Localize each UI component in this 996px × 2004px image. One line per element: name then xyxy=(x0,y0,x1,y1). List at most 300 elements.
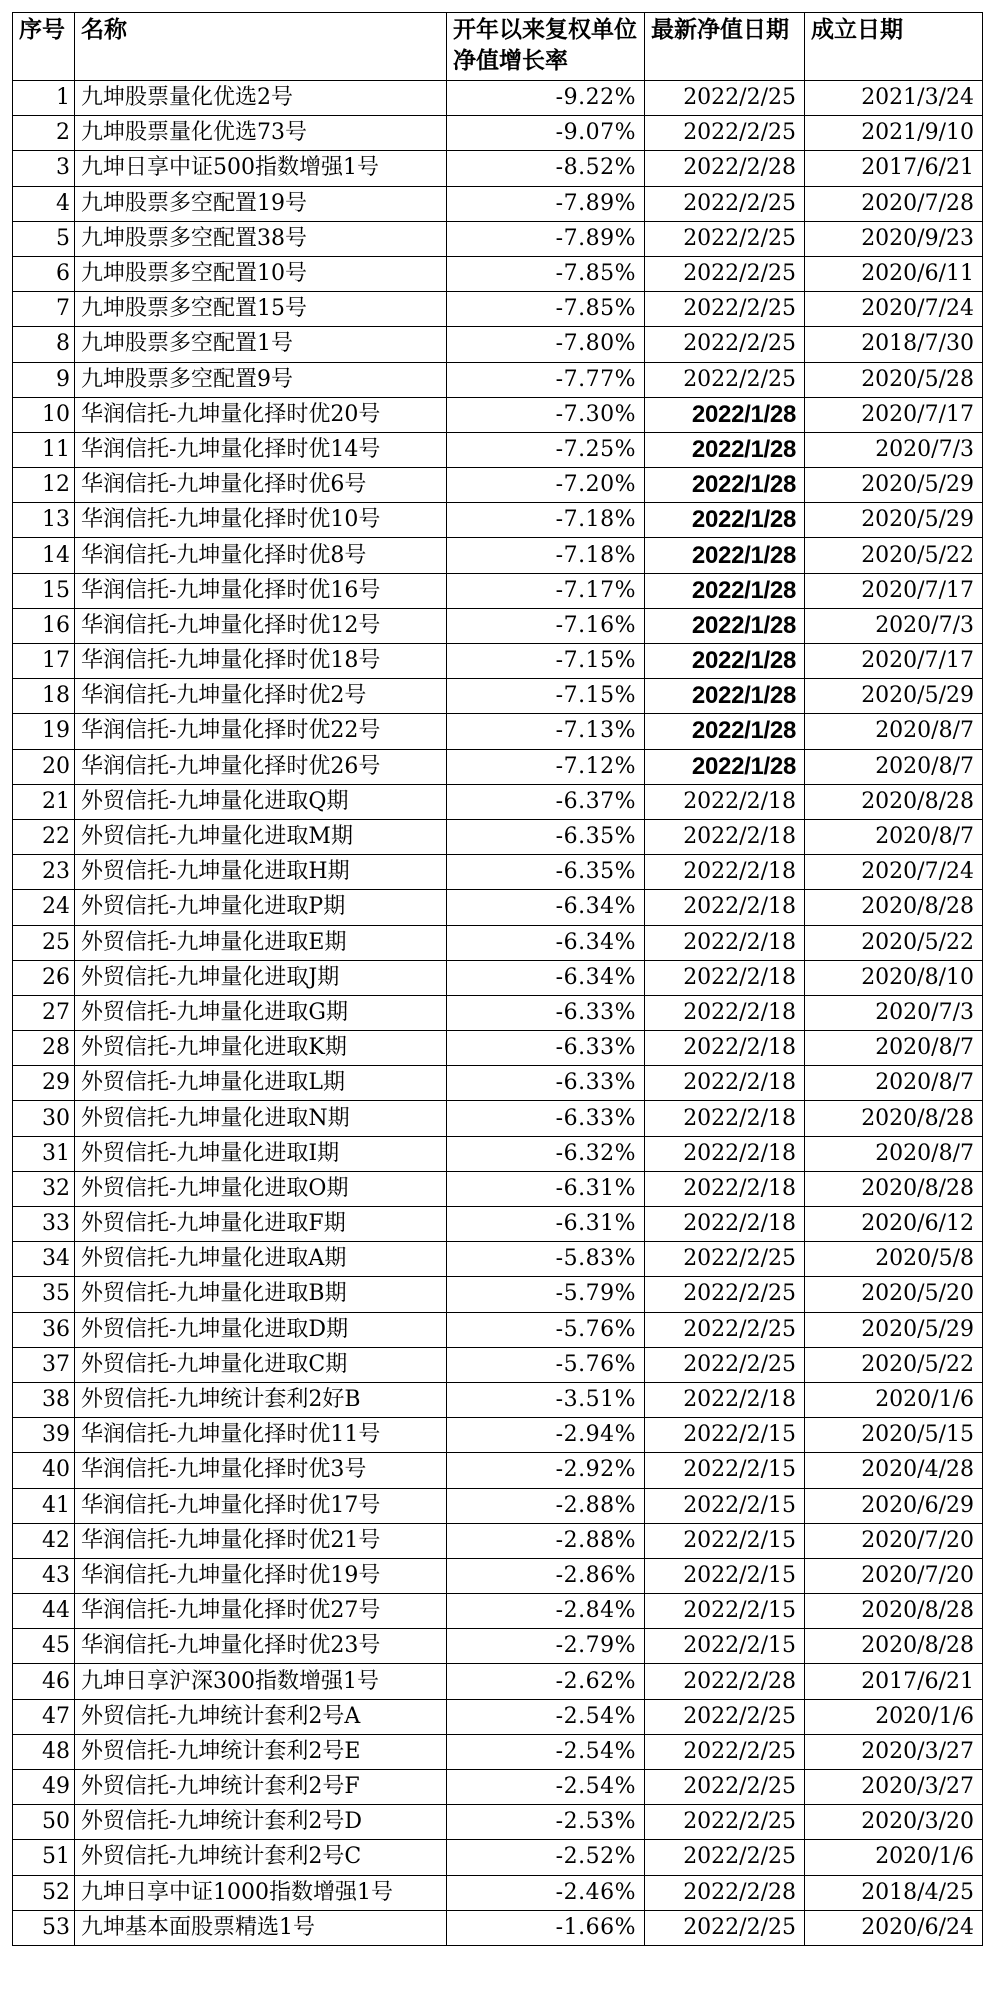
row-index: 1 xyxy=(13,81,75,116)
row-index: 52 xyxy=(13,1875,75,1910)
fund-name: 九坤股票量化优选2号 xyxy=(75,81,447,116)
fund-name: 九坤日享中证500指数增强1号 xyxy=(75,151,447,186)
table-row xyxy=(13,890,983,925)
fund-name: 外贸信托-九坤量化进取N期 xyxy=(75,1101,447,1136)
nav-date: 2022/2/15 xyxy=(645,1488,805,1523)
establish-date: 2020/5/29 xyxy=(805,1312,983,1347)
row-index: 34 xyxy=(13,1242,75,1277)
header-nav-date: 最新净值日期 xyxy=(645,13,805,81)
row-index: 25 xyxy=(13,925,75,960)
establish-date: 2021/3/24 xyxy=(805,81,983,116)
table-row xyxy=(13,1523,983,1558)
establish-date: 2020/7/20 xyxy=(805,1523,983,1558)
establish-date: 2020/7/17 xyxy=(805,397,983,432)
table-row xyxy=(13,1699,983,1734)
establish-date: 2020/8/7 xyxy=(805,714,983,749)
establish-date: 2020/6/11 xyxy=(805,256,983,291)
establish-date: 2020/7/3 xyxy=(805,608,983,643)
growth-rate: -5.76% xyxy=(447,1312,645,1347)
table-row xyxy=(13,81,983,116)
growth-rate: -7.25% xyxy=(447,432,645,467)
growth-rate: -7.13% xyxy=(447,714,645,749)
growth-rate: -5.76% xyxy=(447,1347,645,1382)
row-index: 39 xyxy=(13,1418,75,1453)
nav-date: 2022/1/28 xyxy=(645,573,805,608)
nav-date: 2022/2/28 xyxy=(645,151,805,186)
growth-rate: -9.07% xyxy=(447,116,645,151)
nav-date: 2022/2/18 xyxy=(645,855,805,890)
table-row xyxy=(13,151,983,186)
establish-date: 2020/8/28 xyxy=(805,890,983,925)
table-row xyxy=(13,960,983,995)
row-index: 43 xyxy=(13,1558,75,1593)
fund-name: 华润信托-九坤量化择时优26号 xyxy=(75,749,447,784)
nav-date: 2022/2/25 xyxy=(645,116,805,151)
nav-date: 2022/1/28 xyxy=(645,397,805,432)
establish-date: 2020/7/17 xyxy=(805,573,983,608)
table-row xyxy=(13,1558,983,1593)
row-index: 15 xyxy=(13,573,75,608)
table-row xyxy=(13,1171,983,1206)
fund-name: 外贸信托-九坤量化进取O期 xyxy=(75,1171,447,1206)
establish-date: 2020/8/7 xyxy=(805,1066,983,1101)
growth-rate: -7.18% xyxy=(447,503,645,538)
fund-name: 外贸信托-九坤量化进取B期 xyxy=(75,1277,447,1312)
nav-date: 2022/2/25 xyxy=(645,81,805,116)
growth-rate: -7.18% xyxy=(447,538,645,573)
fund-name: 九坤股票多空配置15号 xyxy=(75,292,447,327)
fund-name: 九坤股票多空配置19号 xyxy=(75,186,447,221)
fund-name: 外贸信托-九坤量化进取A期 xyxy=(75,1242,447,1277)
establish-date: 2020/5/8 xyxy=(805,1242,983,1277)
establish-date: 2020/6/29 xyxy=(805,1488,983,1523)
nav-date: 2022/2/15 xyxy=(645,1418,805,1453)
table-row xyxy=(13,855,983,890)
establish-date: 2020/3/27 xyxy=(805,1770,983,1805)
table-row xyxy=(13,1101,983,1136)
establish-date: 2020/8/7 xyxy=(805,1136,983,1171)
fund-name: 外贸信托-九坤量化进取M期 xyxy=(75,819,447,854)
fund-name: 外贸信托-九坤统计套利2号D xyxy=(75,1805,447,1840)
establish-date: 2020/5/20 xyxy=(805,1277,983,1312)
nav-date: 2022/1/28 xyxy=(645,714,805,749)
row-index: 47 xyxy=(13,1699,75,1734)
fund-name: 华润信托-九坤量化择时优16号 xyxy=(75,573,447,608)
fund-name: 外贸信托-九坤量化进取J期 xyxy=(75,960,447,995)
table-row xyxy=(13,1347,983,1382)
growth-rate: -2.88% xyxy=(447,1523,645,1558)
nav-date: 2022/2/18 xyxy=(645,890,805,925)
table-row xyxy=(13,925,983,960)
nav-date: 2022/2/25 xyxy=(645,362,805,397)
growth-rate: -7.89% xyxy=(447,186,645,221)
establish-date: 2020/4/28 xyxy=(805,1453,983,1488)
establish-date: 2020/8/7 xyxy=(805,819,983,854)
establish-date: 2020/5/29 xyxy=(805,503,983,538)
row-index: 31 xyxy=(13,1136,75,1171)
fund-name: 九坤日享中证1000指数增强1号 xyxy=(75,1875,447,1910)
table-body xyxy=(13,81,983,1946)
establish-date: 2020/8/7 xyxy=(805,1031,983,1066)
table-row xyxy=(13,1910,983,1945)
nav-date: 2022/1/28 xyxy=(645,679,805,714)
establish-date: 2018/4/25 xyxy=(805,1875,983,1910)
row-index: 38 xyxy=(13,1382,75,1417)
nav-date: 2022/2/25 xyxy=(645,327,805,362)
growth-rate: -7.12% xyxy=(447,749,645,784)
fund-name: 九坤基本面股票精选1号 xyxy=(75,1910,447,1945)
row-index: 28 xyxy=(13,1031,75,1066)
table-row xyxy=(13,1066,983,1101)
table-row xyxy=(13,538,983,573)
row-index: 9 xyxy=(13,362,75,397)
row-index: 16 xyxy=(13,608,75,643)
fund-name: 外贸信托-九坤量化进取G期 xyxy=(75,995,447,1030)
table-row xyxy=(13,679,983,714)
row-index: 10 xyxy=(13,397,75,432)
table-row xyxy=(13,1594,983,1629)
table-row xyxy=(13,608,983,643)
row-index: 18 xyxy=(13,679,75,714)
table-row xyxy=(13,1382,983,1417)
growth-rate: -6.34% xyxy=(447,890,645,925)
table-row xyxy=(13,1207,983,1242)
nav-date: 2022/2/25 xyxy=(645,1840,805,1875)
establish-date: 2020/7/20 xyxy=(805,1558,983,1593)
nav-date: 2022/2/25 xyxy=(645,1312,805,1347)
growth-rate: -2.54% xyxy=(447,1734,645,1769)
growth-rate: -7.89% xyxy=(447,221,645,256)
establish-date: 2020/9/23 xyxy=(805,221,983,256)
nav-date: 2022/1/28 xyxy=(645,538,805,573)
row-index: 42 xyxy=(13,1523,75,1558)
establish-date: 2020/7/3 xyxy=(805,432,983,467)
row-index: 21 xyxy=(13,784,75,819)
nav-date: 2022/2/15 xyxy=(645,1629,805,1664)
row-index: 44 xyxy=(13,1594,75,1629)
row-index: 41 xyxy=(13,1488,75,1523)
fund-name: 九坤股票量化优选73号 xyxy=(75,116,447,151)
header-name: 名称 xyxy=(75,13,447,81)
row-index: 3 xyxy=(13,151,75,186)
row-index: 20 xyxy=(13,749,75,784)
establish-date: 2020/8/28 xyxy=(805,1101,983,1136)
nav-date: 2022/1/28 xyxy=(645,644,805,679)
table-row xyxy=(13,327,983,362)
row-index: 8 xyxy=(13,327,75,362)
fund-name: 外贸信托-九坤量化进取H期 xyxy=(75,855,447,890)
fund-name: 外贸信托-九坤量化进取I期 xyxy=(75,1136,447,1171)
row-index: 46 xyxy=(13,1664,75,1699)
establish-date: 2020/7/28 xyxy=(805,186,983,221)
table-row xyxy=(13,1488,983,1523)
table-row xyxy=(13,1277,983,1312)
fund-name: 华润信托-九坤量化择时优17号 xyxy=(75,1488,447,1523)
growth-rate: -2.94% xyxy=(447,1418,645,1453)
row-index: 48 xyxy=(13,1734,75,1769)
row-index: 51 xyxy=(13,1840,75,1875)
growth-rate: -7.30% xyxy=(447,397,645,432)
table-row xyxy=(13,1770,983,1805)
establish-date: 2020/5/29 xyxy=(805,468,983,503)
growth-rate: -7.77% xyxy=(447,362,645,397)
table-row xyxy=(13,1312,983,1347)
nav-date: 2022/2/18 xyxy=(645,995,805,1030)
row-index: 14 xyxy=(13,538,75,573)
nav-date: 2022/2/25 xyxy=(645,292,805,327)
establish-date: 2020/1/6 xyxy=(805,1840,983,1875)
establish-date: 2020/8/10 xyxy=(805,960,983,995)
growth-rate: -1.66% xyxy=(447,1910,645,1945)
establish-date: 2020/8/28 xyxy=(805,1629,983,1664)
nav-date: 2022/2/25 xyxy=(645,1347,805,1382)
fund-name: 外贸信托-九坤量化进取P期 xyxy=(75,890,447,925)
nav-date: 2022/2/18 xyxy=(645,1031,805,1066)
establish-date: 2020/5/28 xyxy=(805,362,983,397)
establish-date: 2020/5/22 xyxy=(805,538,983,573)
nav-date: 2022/2/18 xyxy=(645,784,805,819)
row-index: 11 xyxy=(13,432,75,467)
establish-date: 2020/7/17 xyxy=(805,644,983,679)
fund-name: 华润信托-九坤量化择时优14号 xyxy=(75,432,447,467)
growth-rate: -7.80% xyxy=(447,327,645,362)
row-index: 27 xyxy=(13,995,75,1030)
fund-name: 外贸信托-九坤统计套利2号E xyxy=(75,1734,447,1769)
nav-date: 2022/2/25 xyxy=(645,186,805,221)
nav-date: 2022/2/18 xyxy=(645,819,805,854)
growth-rate: -2.86% xyxy=(447,1558,645,1593)
growth-rate: -7.85% xyxy=(447,256,645,291)
establish-date: 2020/5/29 xyxy=(805,679,983,714)
row-index: 22 xyxy=(13,819,75,854)
nav-date: 2022/2/18 xyxy=(645,960,805,995)
table-row xyxy=(13,503,983,538)
table-row xyxy=(13,1875,983,1910)
fund-name: 外贸信托-九坤量化进取L期 xyxy=(75,1066,447,1101)
nav-date: 2022/2/18 xyxy=(645,1207,805,1242)
fund-name: 华润信托-九坤量化择时优19号 xyxy=(75,1558,447,1593)
establish-date: 2020/5/15 xyxy=(805,1418,983,1453)
fund-name: 华润信托-九坤量化择时优21号 xyxy=(75,1523,447,1558)
fund-name: 外贸信托-九坤统计套利2号C xyxy=(75,1840,447,1875)
nav-date: 2022/1/28 xyxy=(645,608,805,643)
growth-rate: -2.53% xyxy=(447,1805,645,1840)
growth-rate: -7.20% xyxy=(447,468,645,503)
row-index: 45 xyxy=(13,1629,75,1664)
fund-name: 外贸信托-九坤量化进取Q期 xyxy=(75,784,447,819)
growth-rate: -6.31% xyxy=(447,1207,645,1242)
growth-rate: -7.17% xyxy=(447,573,645,608)
table-row xyxy=(13,256,983,291)
fund-name: 外贸信托-九坤量化进取E期 xyxy=(75,925,447,960)
growth-rate: -2.62% xyxy=(447,1664,645,1699)
growth-rate: -3.51% xyxy=(447,1382,645,1417)
table-row xyxy=(13,1629,983,1664)
nav-date: 2022/2/25 xyxy=(645,221,805,256)
growth-rate: -6.32% xyxy=(447,1136,645,1171)
establish-date: 2020/8/7 xyxy=(805,749,983,784)
spreadsheet xyxy=(12,12,982,1946)
table-row xyxy=(13,1840,983,1875)
nav-date: 2022/2/25 xyxy=(645,1277,805,1312)
nav-date: 2022/2/18 xyxy=(645,1101,805,1136)
establish-date: 2020/6/12 xyxy=(805,1207,983,1242)
growth-rate: -6.34% xyxy=(447,960,645,995)
growth-rate: -2.92% xyxy=(447,1453,645,1488)
nav-date: 2022/1/28 xyxy=(645,432,805,467)
row-index: 6 xyxy=(13,256,75,291)
establish-date: 2017/6/21 xyxy=(805,151,983,186)
table-row xyxy=(13,1664,983,1699)
table-row xyxy=(13,995,983,1030)
nav-date: 2022/2/25 xyxy=(645,1734,805,1769)
row-index: 50 xyxy=(13,1805,75,1840)
row-index: 5 xyxy=(13,221,75,256)
nav-date: 2022/2/18 xyxy=(645,1382,805,1417)
growth-rate: -6.35% xyxy=(447,819,645,854)
growth-rate: -7.15% xyxy=(447,679,645,714)
fund-performance-table xyxy=(12,12,983,1946)
row-index: 7 xyxy=(13,292,75,327)
growth-rate: -5.79% xyxy=(447,1277,645,1312)
growth-rate: -6.31% xyxy=(447,1171,645,1206)
fund-name: 华润信托-九坤量化择时优6号 xyxy=(75,468,447,503)
row-index: 35 xyxy=(13,1277,75,1312)
growth-rate: -6.33% xyxy=(447,995,645,1030)
table-row xyxy=(13,362,983,397)
growth-rate: -2.52% xyxy=(447,1840,645,1875)
nav-date: 2022/2/15 xyxy=(645,1523,805,1558)
fund-name: 华润信托-九坤量化择时优23号 xyxy=(75,1629,447,1664)
fund-name: 外贸信托-九坤统计套利2号A xyxy=(75,1699,447,1734)
establish-date: 2020/7/24 xyxy=(805,855,983,890)
nav-date: 2022/2/25 xyxy=(645,1910,805,1945)
row-index: 12 xyxy=(13,468,75,503)
header-index: 序号 xyxy=(13,13,75,81)
fund-name: 九坤股票多空配置38号 xyxy=(75,221,447,256)
growth-rate: -6.33% xyxy=(447,1101,645,1136)
fund-name: 外贸信托-九坤量化进取C期 xyxy=(75,1347,447,1382)
nav-date: 2022/1/28 xyxy=(645,503,805,538)
row-index: 49 xyxy=(13,1770,75,1805)
fund-name: 华润信托-九坤量化择时优20号 xyxy=(75,397,447,432)
table-row xyxy=(13,1242,983,1277)
growth-rate: -6.34% xyxy=(447,925,645,960)
growth-rate: -8.52% xyxy=(447,151,645,186)
establish-date: 2021/9/10 xyxy=(805,116,983,151)
row-index: 30 xyxy=(13,1101,75,1136)
table-row xyxy=(13,468,983,503)
nav-date: 2022/2/18 xyxy=(645,1136,805,1171)
growth-rate: -6.33% xyxy=(447,1031,645,1066)
row-index: 26 xyxy=(13,960,75,995)
growth-rate: -2.88% xyxy=(447,1488,645,1523)
row-index: 4 xyxy=(13,186,75,221)
nav-date: 2022/2/15 xyxy=(645,1558,805,1593)
row-index: 37 xyxy=(13,1347,75,1382)
fund-name: 外贸信托-九坤量化进取F期 xyxy=(75,1207,447,1242)
fund-name: 九坤股票多空配置10号 xyxy=(75,256,447,291)
row-index: 29 xyxy=(13,1066,75,1101)
establish-date: 2020/8/28 xyxy=(805,784,983,819)
establish-date: 2017/6/21 xyxy=(805,1664,983,1699)
table-row xyxy=(13,1136,983,1171)
fund-name: 外贸信托-九坤统计套利2号F xyxy=(75,1770,447,1805)
fund-name: 华润信托-九坤量化择时优2号 xyxy=(75,679,447,714)
table-row xyxy=(13,397,983,432)
row-index: 40 xyxy=(13,1453,75,1488)
nav-date: 2022/2/25 xyxy=(645,1805,805,1840)
nav-date: 2022/2/18 xyxy=(645,1171,805,1206)
row-index: 13 xyxy=(13,503,75,538)
nav-date: 2022/2/25 xyxy=(645,256,805,291)
growth-rate: -5.83% xyxy=(447,1242,645,1277)
establish-date: 2020/5/22 xyxy=(805,925,983,960)
nav-date: 2022/2/28 xyxy=(645,1664,805,1699)
nav-date: 2022/2/15 xyxy=(645,1453,805,1488)
growth-rate: -6.37% xyxy=(447,784,645,819)
table-row xyxy=(13,714,983,749)
growth-rate: -2.79% xyxy=(447,1629,645,1664)
nav-date: 2022/1/28 xyxy=(645,749,805,784)
table-row xyxy=(13,221,983,256)
row-index: 23 xyxy=(13,855,75,890)
header-growth-rate: 开年以来复权单位净值增长率 xyxy=(447,13,645,81)
growth-rate: -2.84% xyxy=(447,1594,645,1629)
establish-date: 2020/1/6 xyxy=(805,1699,983,1734)
nav-date: 2022/2/18 xyxy=(645,925,805,960)
nav-date: 2022/2/25 xyxy=(645,1770,805,1805)
table-row xyxy=(13,1418,983,1453)
fund-name: 华润信托-九坤量化择时优3号 xyxy=(75,1453,447,1488)
nav-date: 2022/1/28 xyxy=(645,468,805,503)
establish-date: 2018/7/30 xyxy=(805,327,983,362)
establish-date: 2020/7/3 xyxy=(805,995,983,1030)
header-establish-date: 成立日期 xyxy=(805,13,983,81)
table-row xyxy=(13,749,983,784)
row-index: 53 xyxy=(13,1910,75,1945)
establish-date: 2020/3/27 xyxy=(805,1734,983,1769)
table-row xyxy=(13,292,983,327)
nav-date: 2022/2/18 xyxy=(645,1066,805,1101)
fund-name: 外贸信托-九坤量化进取D期 xyxy=(75,1312,447,1347)
table-row xyxy=(13,573,983,608)
row-index: 2 xyxy=(13,116,75,151)
fund-name: 外贸信托-九坤量化进取K期 xyxy=(75,1031,447,1066)
row-index: 32 xyxy=(13,1171,75,1206)
fund-name: 九坤股票多空配置1号 xyxy=(75,327,447,362)
row-index: 24 xyxy=(13,890,75,925)
growth-rate: -9.22% xyxy=(447,81,645,116)
growth-rate: -2.46% xyxy=(447,1875,645,1910)
fund-name: 华润信托-九坤量化择时优12号 xyxy=(75,608,447,643)
row-index: 33 xyxy=(13,1207,75,1242)
table-row xyxy=(13,432,983,467)
table-row xyxy=(13,644,983,679)
fund-name: 华润信托-九坤量化择时优27号 xyxy=(75,1594,447,1629)
row-index: 19 xyxy=(13,714,75,749)
nav-date: 2022/2/15 xyxy=(645,1594,805,1629)
growth-rate: -7.16% xyxy=(447,608,645,643)
establish-date: 2020/6/24 xyxy=(805,1910,983,1945)
growth-rate: -6.33% xyxy=(447,1066,645,1101)
fund-name: 华润信托-九坤量化择时优8号 xyxy=(75,538,447,573)
nav-date: 2022/2/25 xyxy=(645,1242,805,1277)
establish-date: 2020/3/20 xyxy=(805,1805,983,1840)
establish-date: 2020/8/28 xyxy=(805,1171,983,1206)
nav-date: 2022/2/28 xyxy=(645,1875,805,1910)
establish-date: 2020/8/28 xyxy=(805,1594,983,1629)
